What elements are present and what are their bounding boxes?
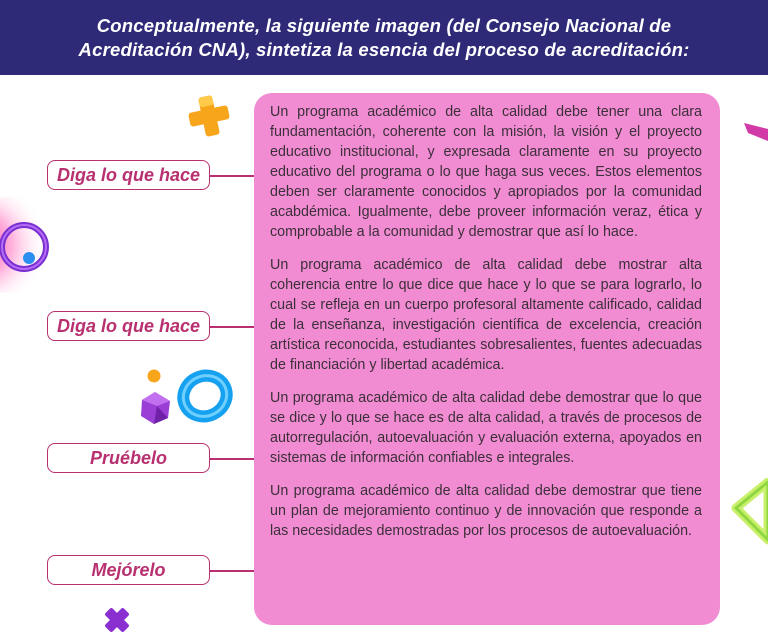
header-text — [34, 14, 734, 62]
connector-line-4 — [210, 570, 254, 572]
yellow-plus-icon — [183, 92, 235, 140]
paragraph-4: Un programa académico de alta calidad debe demostrar que tiene un plan de mejoramiento continuo y de innovación que responde a las necesidades demostradas por los procesos de autoevaluación. — [270, 483, 702, 539]
paragraph-1: Un programa académico de alta calidad debe tener una clara fundamentación, coherente con la misión, la visión y el proyecto educativo institucional, y expresada claramente en su proyecto educativo del programa o lo que haga sus veces. Estos elementos deben ser claramente conocidos y apropiados por la comunidad acabdémica. Igualmente, debe proveer información veraz, ética y comprobable a la comunidad y demostrar que así lo hace. — [270, 104, 702, 240]
pink-shard-icon — [742, 115, 768, 141]
label-pruebelo: Pruébelo — [47, 443, 210, 473]
small-orange-dot-icon — [146, 368, 162, 384]
header-line-1: Conceptualmente, la siguiente imagen (del Consejo Nacional de — [96, 14, 672, 36]
header-line-2: Acreditación CNA), sintetiza la esencia del proceso de acreditación: — [78, 38, 690, 60]
label-diga-lo-que-hace-1: Diga lo que hace — [47, 160, 210, 190]
label-diga-lo-que-hace-2: Diga lo que hace — [47, 311, 210, 341]
green-frame-icon — [728, 478, 768, 548]
connector-line-3 — [210, 458, 254, 460]
header-banner — [0, 0, 768, 75]
purple-gem-icon — [137, 390, 173, 426]
magenta-glow-icon — [0, 195, 60, 295]
paragraph-2: Un programa académico de alta calidad debe mostrar alta coherencia entre lo que dice que hace y lo que se para lograrlo, lo cual se refleja en un cuerpo profesoral altamente calificado, calidad de la enseñanza, investigación científica de excelencia, creación artística reconocida, estudiantes sobresalientes, fuentes adecuadas de financiación y libertad académica. — [270, 257, 702, 373]
paragraph-3: Un programa académico de alta calidad debe demostrar que lo que se dice y lo que se hace es de alta calidad, a través de procesos de autorregulación, autoevaluación y evaluación externa, apoyados en sistemas de información confiables e integrales. — [270, 390, 702, 466]
description-panel — [254, 93, 720, 625]
connector-line-1 — [210, 175, 254, 177]
label-mejorelo: Mejórelo — [47, 555, 210, 585]
blue-ring-icon — [176, 368, 234, 424]
connector-line-2 — [210, 326, 254, 328]
purple-x-icon — [102, 605, 132, 635]
